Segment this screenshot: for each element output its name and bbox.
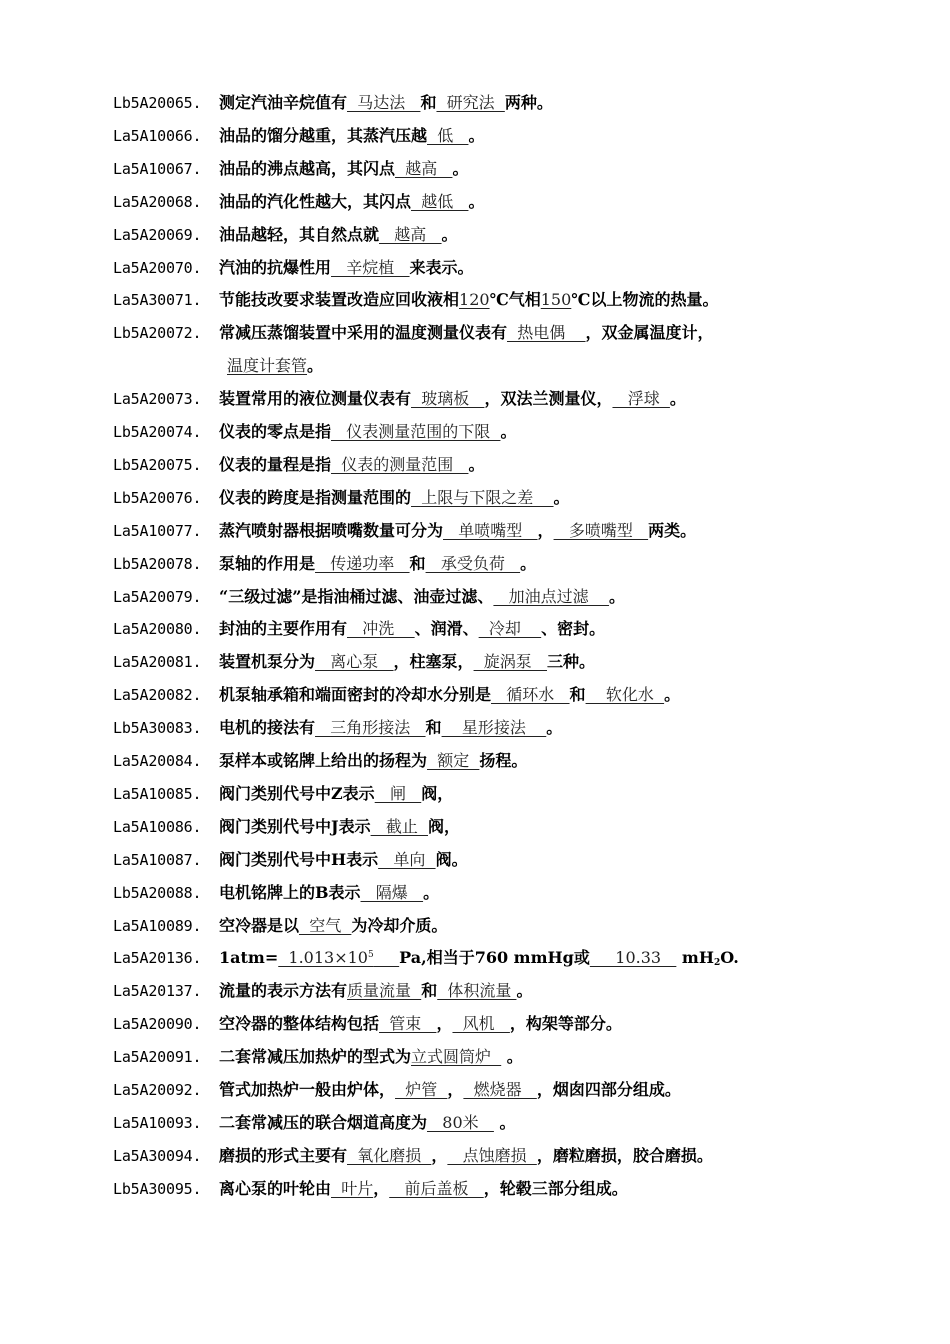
question-text: 油品的沸点越高，其闪点 (219, 158, 396, 178)
question-text: 。 (669, 389, 686, 409)
question-text: ， (431, 1145, 448, 1165)
question-item (113, 944, 913, 972)
question-id: La5A10087. (113, 850, 202, 869)
question-text: ，轮毂三部分组成。 (483, 1178, 628, 1198)
question-text: 。 (609, 586, 626, 606)
question-text: 来表示。 (409, 257, 474, 277)
answer-blank: 上限与下限之差 (411, 487, 554, 507)
answer-blank: 叶片 (331, 1178, 374, 1198)
question-text: 三种。 (547, 652, 596, 672)
question-text: 。 (516, 981, 533, 1001)
answer-blank: 氧化磨损 (347, 1145, 432, 1165)
question-text: 。 (423, 882, 440, 902)
answer-blank: 仪表测量范围的下限 (331, 422, 501, 441)
question-text: 装置常用的液位测量仪表有 (219, 389, 412, 409)
question-id: La5A20092. (113, 1081, 202, 1099)
question-id: La5A20136. (113, 949, 202, 968)
question-text: 二套常减压加热炉的型式为 (219, 1047, 412, 1067)
question-text: 蒸汽喷射器根据喷嘴数量可分为 (219, 520, 444, 540)
question-text: 为冷却介质。 (351, 915, 448, 935)
question-id: La5A10089. (113, 916, 202, 935)
question-text: O. (720, 948, 739, 968)
question-item (113, 451, 913, 479)
question-id: Lb5A20072. (113, 324, 202, 343)
question-text: 仪表的跨度是指测量范围的 (219, 487, 412, 507)
answer-blank: 越高 (379, 224, 442, 244)
question-item (113, 977, 913, 1005)
question-text: 二套常减压的联合烟道高度为 (219, 1112, 428, 1132)
question-item (113, 1109, 913, 1137)
question-id: Lb5A20078. (113, 554, 202, 573)
answer-blank: 风机 (452, 1014, 510, 1034)
question-item (113, 286, 913, 314)
question-id: La5A20068. (113, 192, 202, 211)
question-item (113, 912, 913, 940)
answer-blank: 炉管 (395, 1080, 448, 1099)
question-text: 。 (546, 718, 563, 738)
answer-blank: 1.013×10 (278, 948, 368, 968)
question-id: La5A10077. (113, 521, 202, 540)
answer-blank: 燃烧器 (463, 1080, 537, 1099)
question-text: 。 (468, 191, 485, 211)
question-id: La5A10067. (113, 159, 202, 178)
question-item (113, 583, 913, 611)
question-item (113, 319, 913, 347)
question-id: La5A10086. (113, 817, 202, 836)
question-text: 两类。 (648, 520, 697, 540)
question-text: 空冷器是以 (219, 915, 300, 935)
question-text: 。 (500, 422, 517, 441)
answer-blank: 前后盖板 (389, 1178, 484, 1198)
question-text: ，磨粒磨损，胶合磨损。 (536, 1145, 713, 1165)
question-item (113, 484, 913, 512)
question-text: “三级过滤”是指油桶过滤、油壶过滤、 (219, 586, 494, 606)
question-text: 空冷器的整体结构包括 (219, 1014, 380, 1034)
question-item (113, 89, 913, 117)
question-text: 管式加热炉一般由炉体， (219, 1080, 396, 1099)
question-id: La5A20137. (113, 982, 202, 1001)
answer-blank: 截止 (370, 816, 429, 836)
question-text: 。 (468, 454, 485, 474)
question-item (113, 1175, 913, 1203)
question-text: 。 (553, 487, 570, 507)
answer-blank: 闸 (374, 783, 422, 803)
question-text: 和 (569, 685, 586, 705)
question-text: 汽油的抗爆性用 (219, 257, 332, 277)
answer-blank: 星形接法 (441, 718, 547, 738)
question-id: La5A20073. (113, 390, 202, 409)
question-text: 泵样本或铭牌上给出的扬程为 (219, 751, 428, 770)
question-text: 。 (452, 158, 469, 178)
question-text: 油品的馏分越重，其蒸汽压越 (219, 125, 428, 145)
question-text: 电机铭牌上的B表示 (219, 882, 361, 902)
question-item (113, 221, 913, 249)
question-text: 封油的主要作用有 (219, 619, 348, 639)
answer-blank: 玻璃板 (411, 389, 485, 409)
question-text: 油品的汽化性越大，其闪点 (219, 191, 412, 211)
question-text: 。 (493, 1112, 516, 1132)
answer-blank: 质量流量 (347, 981, 422, 1001)
question-id: La5A10085. (113, 784, 202, 803)
question-item (113, 747, 913, 775)
question-text: 节能技改要求装置改造应回收液相 (219, 290, 460, 310)
answer-blank: 旋涡泵 (473, 652, 547, 672)
question-id: La5A20091. (113, 1048, 202, 1067)
question-text: ，双法兰测量仪， (484, 389, 613, 409)
answer-blank: 离心泵 (315, 652, 394, 672)
question-item (113, 714, 913, 742)
question-text: 仪表的零点是指 (219, 422, 332, 441)
question-text: ，柱塞泵， (393, 652, 474, 672)
answer-blank: 点蚀磨损 (447, 1145, 537, 1165)
question-item (113, 780, 913, 808)
question-item (113, 879, 913, 907)
answer-blank: 仪表的测量范围 (331, 454, 469, 474)
answer-blank: 承受负荷 (425, 553, 521, 573)
question-item (113, 1010, 913, 1038)
question-text: 阀， (421, 783, 454, 803)
answer-blank: 越高 (395, 158, 453, 178)
question-text: ， (447, 1080, 464, 1099)
answer-blank: 额定 (427, 751, 480, 770)
question-item (113, 681, 913, 709)
question-id: La5A30094. (113, 1146, 202, 1165)
question-text: mH (676, 948, 714, 968)
question-text: 流量的表示方法有 (219, 981, 348, 1001)
answer-blank: 加油点过滤 (493, 586, 610, 606)
answer-blank: 三角形接法 (315, 718, 426, 738)
question-text: 阀。 (435, 849, 468, 869)
question-item (113, 418, 913, 446)
question-text: 、密封。 (541, 619, 606, 639)
question-id: Lb5A20074. (113, 423, 202, 441)
question-text: 和 (420, 93, 437, 112)
question-text: 常减压蒸馏装置中采用的温度测量仪表有 (219, 323, 508, 343)
question-text: 。 (664, 685, 681, 705)
answer-blank: 体积流量 (437, 981, 517, 1001)
question-text: ， (436, 1014, 453, 1034)
question-id: La5A20082. (113, 686, 202, 705)
question-id: Lb5A20065. (113, 94, 202, 112)
question-item (113, 1142, 913, 1170)
question-text: 和 (421, 981, 438, 1001)
answer-blank: 单向 (378, 849, 436, 869)
question-text: 电机的接法有 (219, 718, 316, 738)
answer-blank (374, 948, 399, 967)
answer-blank: 传递功率 (315, 553, 410, 573)
question-continuation (227, 352, 323, 380)
question-text: Pa,相当于760 mmHg或 (399, 948, 590, 968)
question-text: 阀门类别代号中Z表示 (219, 783, 375, 803)
question-id: La5A20090. (113, 1015, 202, 1034)
question-item (113, 517, 913, 545)
question-id: La5A10093. (113, 1113, 202, 1132)
question-text: 机泵轴承箱和端面密封的冷却水分别是 (219, 685, 492, 705)
answer-blank: 单喷嘴型 (443, 520, 538, 540)
answer-blank: 管束 (379, 1014, 437, 1034)
question-text: 1atm= (219, 948, 279, 968)
answer-blank: 120 (459, 290, 490, 310)
subscript: 2 (713, 958, 721, 969)
question-id: La5A10066. (113, 126, 202, 145)
answer-blank: 浮球 (612, 389, 670, 409)
question-id: La5A20070. (113, 258, 202, 277)
answer-blank: 循环水 (491, 685, 570, 705)
question-id: La5A20084. (113, 752, 202, 770)
question-text: 、润滑、 (414, 619, 479, 639)
question-id: Lb5A20088. (113, 883, 202, 902)
answer-blank: 10.33 (589, 948, 677, 968)
answer-blank: 立式圆筒炉 (411, 1047, 502, 1067)
question-item (113, 1043, 913, 1071)
question-id: La5A20081. (113, 653, 202, 672)
answer-blank: 热电偶 (507, 323, 586, 343)
question-text: 两种。 (504, 93, 553, 112)
question-id: La5A20080. (113, 620, 202, 639)
question-id: La5A30071. (113, 291, 202, 310)
question-text: 和 (425, 718, 442, 738)
answer-blank: 研究法 (436, 93, 505, 112)
question-text: 阀门类别代号中J表示 (219, 816, 371, 836)
question-item (113, 550, 913, 578)
question-id: Lb5A30083. (113, 719, 202, 738)
answer-blank: 软化水 (585, 685, 665, 705)
question-text: ，烟囱四部分组成。 (536, 1080, 681, 1099)
answer-blank: 冷却 (478, 619, 542, 639)
question-text: 装置机泵分为 (219, 652, 316, 672)
question-text: 。 (441, 224, 458, 244)
question-text: 。 (468, 125, 485, 145)
question-text: 离心泵的叶轮由 (219, 1178, 332, 1198)
question-item (113, 615, 913, 643)
question-text: 。 (520, 553, 537, 573)
question-item (113, 122, 913, 150)
question-text: 油品越轻，其自然点就 (219, 224, 380, 244)
question-item (113, 155, 913, 183)
question-item (113, 846, 913, 874)
question-item (113, 254, 913, 282)
question-text: ℃气相 (489, 290, 541, 310)
answer-blank: 辛烷植 (331, 257, 410, 277)
answer-blank: 150 (540, 290, 572, 310)
question-text: 。 (501, 1047, 523, 1067)
question-item (113, 1076, 913, 1104)
question-text: 泵轴的作用是 (219, 553, 316, 573)
question-item (113, 385, 913, 413)
question-item (113, 648, 913, 676)
question-text: 扬程。 (479, 751, 528, 770)
answer-blank: 多喷嘴型 (553, 520, 649, 540)
question-text: ，构架等部分。 (509, 1014, 622, 1034)
question-text: 阀， (428, 816, 461, 836)
question-text: 和 (409, 553, 426, 573)
question-id: La5A20069. (113, 225, 202, 244)
answer-blank: 马达法 (347, 93, 421, 112)
answer-blank: 隔爆 (360, 882, 424, 902)
question-text: ，双金属温度计， (585, 323, 714, 343)
question-text: 仪表的量程是指 (219, 454, 332, 474)
answer-blank: 温度计套管 (227, 356, 308, 376)
question-item (113, 188, 913, 216)
answer-blank: 空气 (299, 915, 352, 935)
question-id: Lb5A30095. (113, 1179, 202, 1198)
superscript: 5 (367, 950, 374, 961)
question-text: ， (373, 1178, 390, 1198)
question-text: 磨损的形式主要有 (219, 1145, 348, 1165)
question-id: Lb5A20075. (113, 455, 202, 474)
answer-blank: 越低 (411, 191, 469, 211)
answer-blank: 冲洗 (347, 619, 415, 639)
answer-blank: 80米 (427, 1112, 494, 1132)
question-item (113, 813, 913, 841)
answer-blank: 低 (427, 125, 469, 145)
question-text: 。 (307, 356, 324, 376)
question-id: La5A20079. (113, 587, 202, 606)
question-text: ℃以上物流的热量。 (571, 290, 719, 310)
question-id: Lb5A20076. (113, 488, 202, 507)
question-text: 测定汽油辛烷值有 (219, 93, 348, 112)
question-text: 阀门类别代号中H表示 (219, 849, 379, 869)
question-text: ， (537, 520, 554, 540)
